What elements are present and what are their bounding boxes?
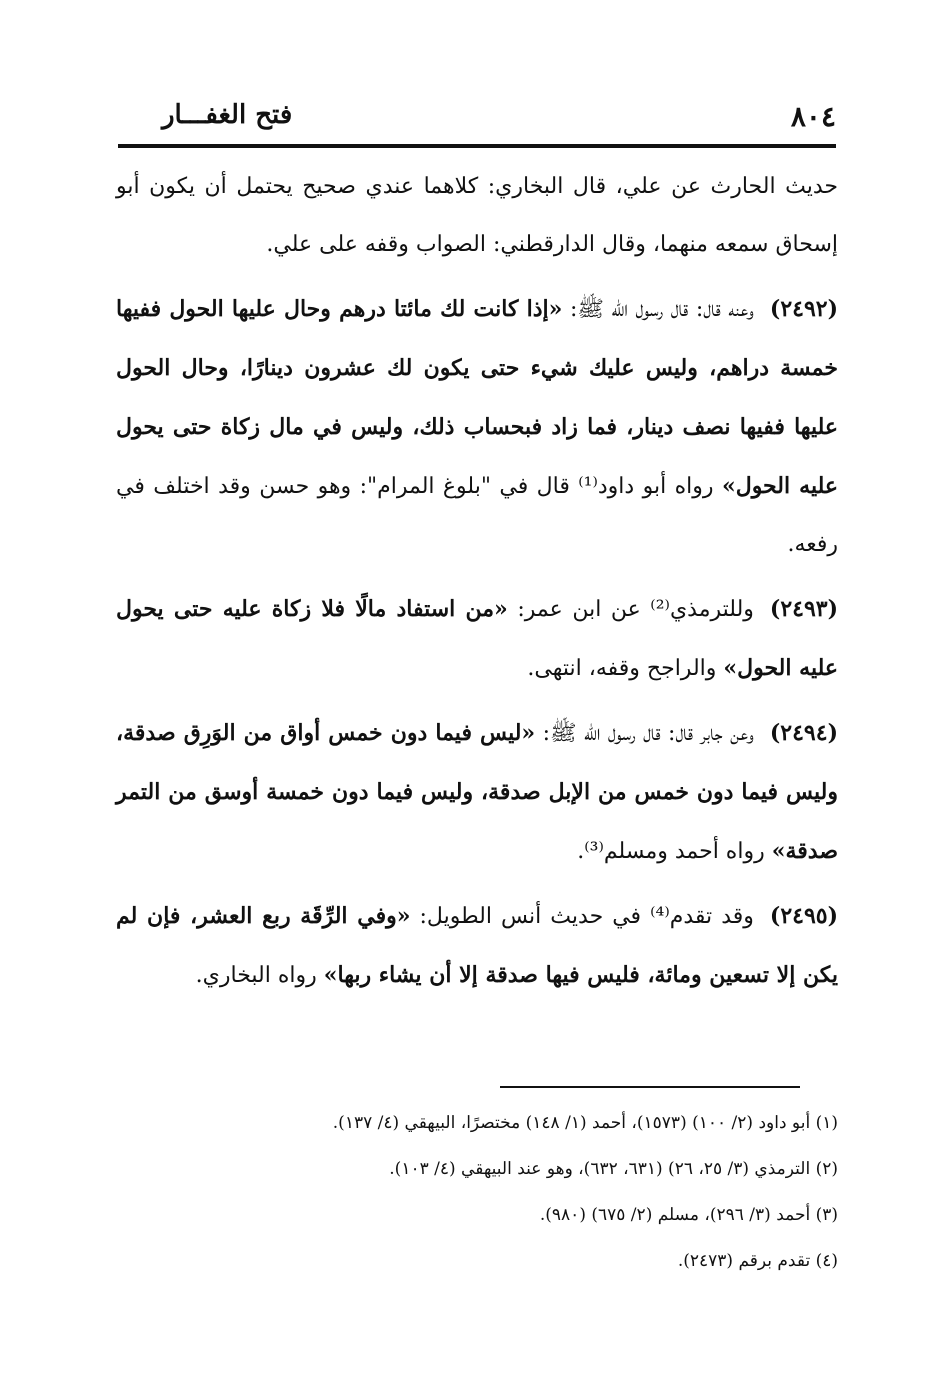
hadith-2493 xyxy=(116,580,838,698)
header-rule xyxy=(118,144,836,148)
hadith-2494 xyxy=(116,704,838,881)
page-number: ٨٠٤ xyxy=(790,100,836,133)
hadith-intro: وقد تقدم⁽⁴⁾ في حديث أنس الطويل: xyxy=(410,904,754,929)
hadith-tail: رواه البخاري. xyxy=(195,963,324,988)
footnote-rule xyxy=(500,1086,800,1088)
book-title: فتح الغفـــار xyxy=(162,100,293,130)
hadith-number: (٢٤٩٤) xyxy=(769,720,838,746)
hadith-text: «ليس فيما دون خمس أواق من الوَرِق صدقة، وليس فيما دون خمس من الإبل صدقة، وليس فيما دون خمسة أوسق من التمر صدقة» xyxy=(116,720,838,864)
footnote-4: (٤) تقدم برقم (٢٤٧٣). xyxy=(677,1251,838,1271)
hadith-text: «إذا كانت لك مائتا درهم وحال عليها الحول ففيها خمسة دراهم، وليس عليك شيء حتى يكون لك عشرون دينارًا، وحال الحول عليها ففيها نصف دينار، فما زاد فبحساب ذلك، وليس في مال زكاة حتى يحول عليه الحول» xyxy=(116,296,838,499)
hadith-intro: وللترمذي⁽²⁾ عن ابن عمر: xyxy=(507,597,754,622)
paragraph-text: حديث الحارث عن علي، قال البخاري: كلاهما عندي صحيح يحتمل أن يكون أبو إسحاق سمعه منهما، وقال الدارقطني: الصواب وقفه على علي. xyxy=(116,174,838,257)
hadith-tail: والراجح وقفه، انتهى. xyxy=(527,656,724,681)
main-text xyxy=(116,158,838,1011)
hadith-number: (٢٤٩٣) xyxy=(769,596,838,622)
footnotes xyxy=(116,1100,838,1284)
hadith-number: (٢٤٩٥) xyxy=(769,903,839,929)
hadith-tail: رواه أبو داود⁽¹⁾ قال في "بلوغ المرام": وهو حسن وقد اختلف في رفعه. xyxy=(116,474,838,557)
hadith-tail: رواه أحمد ومسلم⁽³⁾. xyxy=(577,839,772,864)
footnote-2: (٢) الترمذي (٣/ ٢٥، ٢٦) (٦٣١، ٦٣٢)، وهو عند البيهقي (٤/ ١٠٣). xyxy=(389,1159,838,1179)
paragraph-continuation xyxy=(116,158,838,274)
hadith-text: «من استفاد مالًا فلا زكاة عليه حتى يحول عليه الحول» xyxy=(116,596,838,681)
page-header xyxy=(118,96,836,140)
hadith-2495 xyxy=(116,887,838,1005)
footnote-3: (٣) أحمد (٣/ ٢٩٦)، مسلم (٢/ ٦٧٥) (٩٨٠). xyxy=(539,1205,838,1225)
hadith-2492 xyxy=(116,280,838,574)
hadith-text: «وفي الرِّقَة ربع العشر، فإن لم يكن إلا تسعين ومائة، فليس فيها صدقة إلا أن يشاء ربها» xyxy=(116,903,838,988)
hadith-intro: وعن جابر قال: قال رسول الله ﷺ: xyxy=(535,721,754,746)
hadith-number: (٢٤٩٢) xyxy=(769,296,838,322)
footnote-1: (١) أبو داود (٢/ ١٠٠) (١٥٧٣)، أحمد (١/ ١٤٨) مختصرًا، البيهقي (٤/ ١٣٧). xyxy=(332,1113,838,1133)
hadith-intro: وعنه قال: قال رسول الله ﷺ: xyxy=(562,297,754,322)
